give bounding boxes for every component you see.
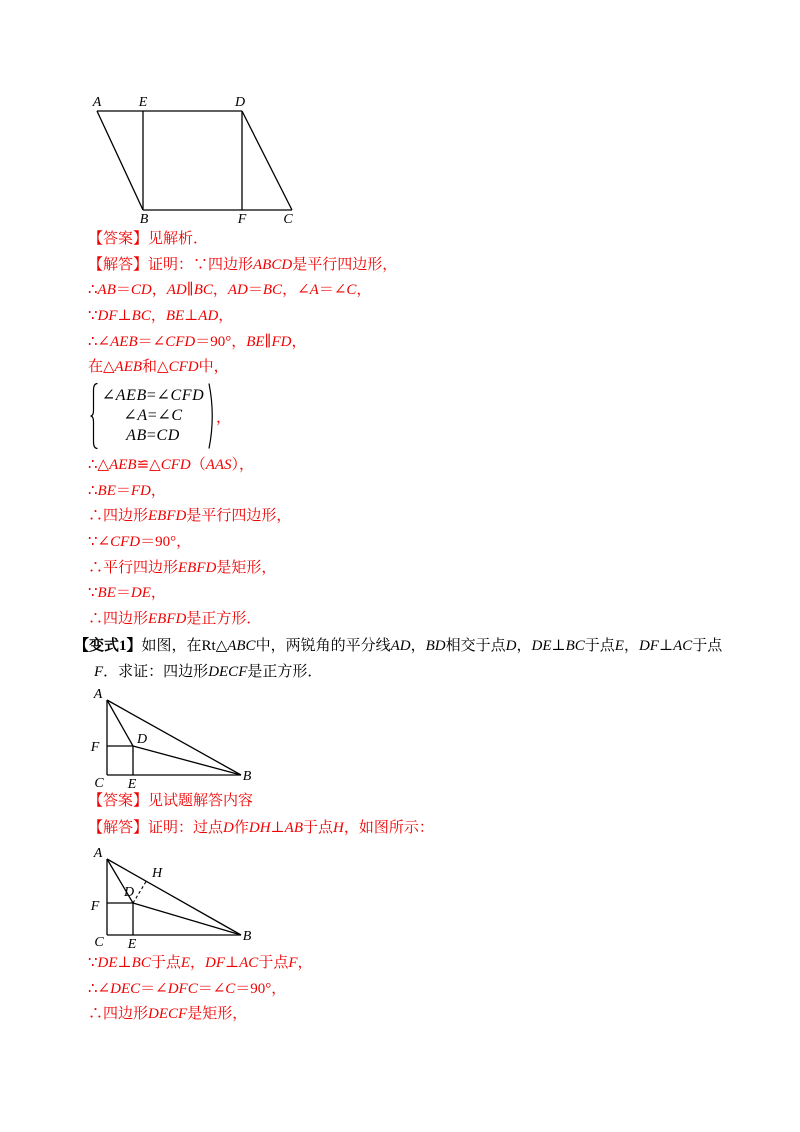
solution-triangle-figure [88, 843, 258, 953]
math-variable: F [288, 955, 298, 972]
math-variable: AB [126, 427, 147, 444]
text-run: ， [190, 955, 206, 972]
text-run: ∴∠ [88, 980, 111, 997]
text-run: 是平行四边形， [186, 508, 292, 525]
text-run: ， [150, 482, 166, 499]
text-run: ∴四边形 [88, 1006, 149, 1023]
math-variable: DH [248, 820, 271, 837]
text-run: ⊥ [117, 307, 132, 324]
solution-line [88, 977, 313, 1003]
solution-line [88, 330, 397, 356]
text-run: ⊥ [658, 638, 674, 655]
math-variable: AD [166, 282, 187, 299]
text-run: ， [410, 638, 426, 655]
math-variable: DEC [110, 980, 141, 997]
solution-line [88, 304, 397, 330]
solution-line [88, 556, 291, 582]
text-run: =∠ [147, 407, 172, 424]
variant1-statement-cont [94, 660, 322, 686]
solution-line [88, 253, 397, 279]
text-run: ， [150, 307, 166, 324]
text-run: ）， [231, 457, 255, 474]
segment-ab [107, 700, 241, 775]
text-run: 【答案】见解析． [88, 231, 209, 248]
math-variable: CFD [168, 359, 199, 376]
text-run: 中， [198, 359, 229, 376]
text-run: ，∠ [282, 282, 310, 299]
text-run: ⊥ [551, 638, 566, 655]
math-variable: D [505, 638, 517, 655]
system-comma: ， [216, 409, 232, 426]
text-run: ≌△ [136, 457, 161, 474]
text-run: 是正方形． [186, 610, 262, 627]
text-run: 相交于点 [445, 638, 506, 655]
text-run: ⊥ [117, 955, 132, 972]
solution-line [88, 951, 313, 977]
math-variable: CFD [165, 333, 196, 350]
math-variable: BE [246, 333, 265, 350]
math-variable: DECF [208, 663, 248, 680]
point-label-d: D [234, 95, 246, 110]
text-run: ＝ [115, 585, 131, 602]
math-variable: AC [673, 638, 693, 655]
text-run: ， [218, 307, 234, 324]
text-run: ， [623, 638, 639, 655]
variant1-solution-intro [88, 816, 434, 842]
solution-line [88, 816, 434, 842]
math-variable: AC [239, 955, 259, 972]
point-label-c: C [94, 776, 104, 791]
math-variable: AEB [110, 333, 138, 350]
math-variable: AEB [109, 457, 137, 474]
text-run: 和△ [142, 359, 169, 376]
text-run: ＝90°， [195, 333, 247, 350]
text-run: ∴平行四边形 [88, 559, 179, 576]
text-run: （ [190, 457, 206, 474]
parallelogram-figure [80, 88, 310, 230]
text-run: ⊥ [225, 955, 240, 972]
solution-line [88, 1002, 313, 1028]
solution-line [88, 607, 291, 633]
right-paren [208, 382, 215, 450]
statement-line [74, 634, 722, 660]
math-variable: AB [284, 820, 303, 837]
math-variable: AD [198, 307, 219, 324]
point-label-e: E [127, 777, 137, 792]
math-variable: DF [97, 307, 118, 324]
solution-line [88, 278, 397, 304]
problem1-solution-cont [88, 453, 291, 632]
text-run: ，如图所示： [343, 820, 434, 837]
text-run: ⊥ [184, 307, 199, 324]
text-run: ∴△ [88, 457, 110, 474]
math-variable: CD [130, 282, 152, 299]
text-run: ∥ [264, 333, 272, 350]
math-variable: BC [262, 282, 283, 299]
dashed-segment-dh [133, 880, 147, 903]
text-run: 【解答】证明：过点 [88, 820, 224, 837]
text-run: 【解答】证明：∵四边形 [88, 256, 254, 273]
statement-text [142, 638, 723, 654]
text-run: 作 [233, 820, 249, 837]
text-run: ， [297, 955, 313, 972]
text-run: ， [356, 282, 372, 299]
solution-line [88, 530, 291, 556]
math-variable: DF [205, 955, 226, 972]
point-label-e: E [138, 95, 148, 110]
math-variable: BE [97, 482, 116, 499]
segment-db [133, 746, 241, 775]
text-run: ＝∠ [137, 333, 166, 350]
math-variable: DE [531, 638, 552, 655]
text-run: 于点 [584, 638, 615, 655]
text-run: 于点 [258, 955, 289, 972]
math-variable: C [346, 282, 357, 299]
text-run: ＝ [247, 282, 263, 299]
system-rows [98, 382, 208, 450]
math-variable: CFD [110, 533, 141, 550]
math-variable: E [180, 955, 191, 972]
math-variable: ABC [227, 638, 256, 655]
math-variable: BC [565, 638, 585, 655]
point-label-f: F [90, 740, 100, 755]
math-variable: AEB [115, 387, 147, 404]
variant1-solution [88, 951, 313, 1028]
text-run: ∵ [88, 307, 98, 324]
point-label-d: D [123, 885, 135, 900]
text-run: ∵ [88, 585, 98, 602]
text-run: ∴ [88, 482, 98, 499]
point-label-a: A [93, 846, 103, 861]
math-variable: DE [97, 955, 118, 972]
math-variable: CD [156, 427, 180, 444]
solution-line [88, 504, 291, 530]
math-variable: C [225, 980, 236, 997]
point-label-f: F [90, 899, 100, 914]
text-run: 于点 [692, 638, 723, 655]
math-variable: EBFD [178, 559, 217, 576]
math-variable: EBFD [148, 508, 187, 525]
point-label-h: H [151, 866, 163, 881]
math-variable: H [333, 820, 344, 837]
math-variable: AEB [114, 359, 143, 376]
math-variable: DF [638, 638, 659, 655]
math-variable: CFD [160, 457, 191, 474]
segment-dc [242, 111, 292, 210]
math-variable: DFC [167, 980, 198, 997]
text-run: 如图，在Rt△ [141, 638, 228, 655]
point-label-a: A [93, 687, 103, 702]
math-variable: BC [131, 955, 151, 972]
text-run: ∵∠ [88, 533, 111, 550]
solution-line [88, 453, 291, 479]
math-variable: A [309, 282, 319, 299]
math-variable: BE [165, 307, 185, 324]
text-run: ， [212, 282, 228, 299]
text-run: ⊥ [270, 820, 285, 837]
math-variable: DECF [148, 1006, 188, 1023]
text-run: ∴四边形 [88, 508, 149, 525]
text-run: ∵ [88, 955, 98, 972]
variant1-statement [74, 634, 722, 660]
math-variable: BC [131, 307, 151, 324]
answer-line [88, 789, 253, 815]
problem1-answer-block [88, 227, 397, 381]
system-row [101, 426, 205, 446]
text-run: 中，两锐角的平分线 [255, 638, 391, 655]
point-label-e: E [127, 937, 137, 952]
point-label-c: C [283, 212, 293, 227]
text-run: = [146, 427, 157, 444]
solution-line [88, 581, 291, 607]
math-variable: AB [97, 282, 116, 299]
point-label-c: C [94, 935, 104, 950]
text-run: ＝90°， [140, 533, 192, 550]
math-variable: CFD [170, 387, 205, 404]
solution-line [88, 479, 291, 505]
point-label-f: F [237, 212, 247, 227]
point-label-a: A [92, 95, 102, 110]
text-run: 于点 [150, 955, 181, 972]
point-label-d: D [136, 732, 148, 747]
text-run: 是正方形． [247, 663, 323, 680]
system-row [101, 386, 205, 406]
text-run: ∠ [101, 387, 116, 404]
text-run: ＝ [115, 282, 131, 299]
equation-system [90, 382, 231, 450]
right-triangle-figure [88, 684, 258, 792]
answer-line [88, 227, 397, 253]
left-brace [90, 382, 98, 450]
text-run: ∴∠ [88, 333, 111, 350]
text-run: 【答案】见试题解答内容 [88, 793, 254, 810]
math-variable: FD [271, 333, 292, 350]
text-run: ＝ [115, 482, 131, 499]
text-run: ＝∠ [318, 282, 347, 299]
math-variable: BE [97, 585, 116, 602]
math-variable: AAS [205, 457, 232, 474]
statement-line [94, 660, 322, 686]
math-variable: A [137, 407, 148, 424]
math-variable: DE [130, 585, 151, 602]
text-run: ， [150, 585, 166, 602]
variant-tag: 【变式1】 [74, 638, 142, 655]
point-label-b: B [242, 769, 252, 784]
math-variable: FD [130, 482, 151, 499]
math-variable: BD [425, 638, 446, 655]
text-run: ＝∠ [197, 980, 226, 997]
math-variable: ABCD [253, 256, 293, 273]
system-row [101, 406, 205, 426]
math-variable: BC [193, 282, 213, 299]
point-label-b: B [242, 929, 252, 944]
text-run: 在△ [88, 359, 115, 376]
variant1-answer [88, 789, 253, 815]
text-run: =∠ [146, 387, 171, 404]
math-variable: D [223, 820, 234, 837]
text-run: ∴ [88, 282, 98, 299]
text-run: ， [516, 638, 532, 655]
text-run: 于点 [302, 820, 333, 837]
segment-db [133, 903, 241, 935]
math-variable: E [614, 638, 624, 655]
text-run: 是平行四边形， [292, 256, 398, 273]
math-variable: AD [227, 282, 248, 299]
text-run: ∥ [186, 282, 194, 299]
solution-line [88, 355, 397, 381]
math-variable: AD [390, 638, 411, 655]
text-run: ， [151, 282, 167, 299]
text-run: ∴四边形 [88, 610, 149, 627]
text-run: 是矩形， [216, 559, 277, 576]
math-variable: F [94, 663, 104, 680]
text-run: 是矩形， [187, 1006, 248, 1023]
text-run: ．求证：四边形 [103, 663, 209, 680]
math-variable: C [171, 407, 183, 424]
point-label-b: B [139, 212, 149, 227]
text-run: ， [291, 333, 307, 350]
text-run: ＝90°， [235, 980, 287, 997]
math-variable: EBFD [148, 610, 187, 627]
text-run: ∠ [123, 407, 138, 424]
segment-ab [97, 111, 143, 210]
text-run: ＝∠ [140, 980, 168, 997]
